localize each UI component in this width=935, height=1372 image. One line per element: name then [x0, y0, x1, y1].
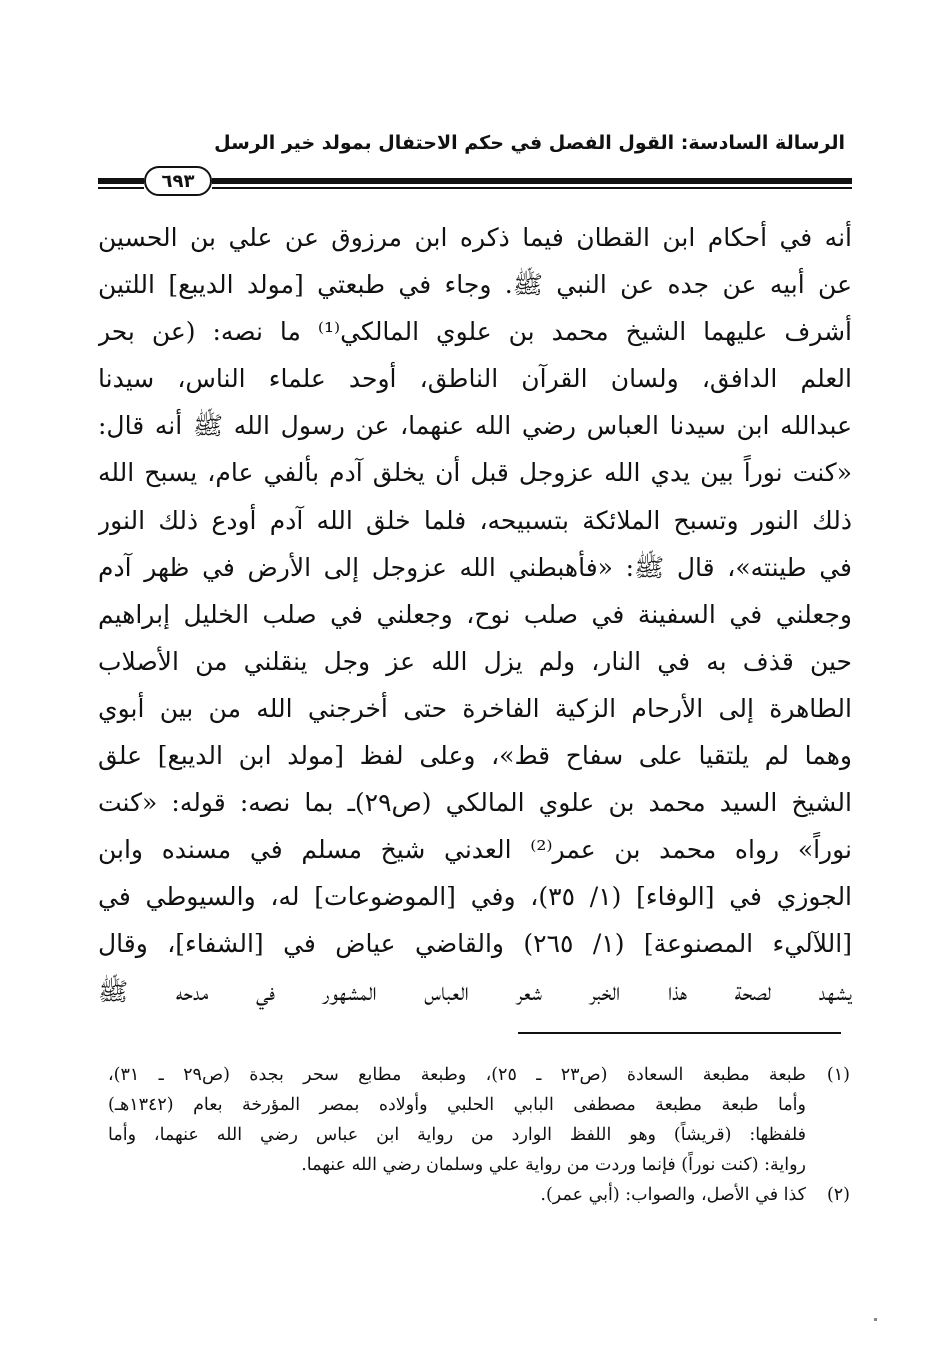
footnote-2-text: كذا في الأصل، والصواب: (أبي عمر). [540, 1185, 806, 1205]
footnote-1-line: وأما طبعة مطبعة مصطفى البابي الحلبي وأولاده بمصر المؤرخة بعام (١٣٤٢هـ) [108, 1095, 806, 1115]
text-line: عبدالله ابن سيدنا العباس رضي الله عنهما، عن رسول الله ﷺ أنه قال: [98, 411, 852, 441]
header-rule-right-thick [212, 178, 852, 184]
text-line: العلم الدافق، ولسان القرآن الناطق، أوحد علماء الناس، سيدنا [98, 364, 852, 394]
text-line: [اللآليء المصنوعة] (١/ ٢٦٥) والقاضي عياض في [الشفاء]، وقال [98, 929, 852, 959]
text-line: أشرف عليهما الشيخ محمد بن علوي المالكي⁽¹⁾ ما نصه: (عن بحر [98, 317, 852, 347]
footnote-2-number: (٢) [826, 1185, 850, 1205]
text-line: «كنت نوراً بين يدي الله عزوجل قبل أن يخلق آدم بألفي عام، يسبح الله [98, 458, 852, 488]
header-rule-right-thin [212, 187, 852, 189]
footnote-separator [518, 1032, 841, 1034]
text-line: الشيخ السيد محمد بن علوي المالكي (ص٢٩)ـ بما نصه: قوله: «كنت [98, 788, 852, 818]
footnote-2-line [108, 1180, 850, 1210]
text-line: ذلك النور وتسبح الملائكة بتسبيحه، فلما خلق الله آدم أودع ذلك النور [98, 505, 852, 535]
text-line: في طينته»، قال ﷺ: «فأهبطني الله عزوجل إلى الأرض في ظهر آدم [98, 552, 852, 582]
text-line: يشهد لصحة هذا الخبر شعر العباس المشهور في مدحه ﷺ [98, 976, 852, 1006]
text-line: عن أبيه عن جده عن النبي ﷺ. وجاء في طبعتي [مولد الديبع] اللتين [98, 270, 852, 300]
footnote-1-text: طبعة مطبعة السعادة (ص٢٣ ـ ٢٥)، وطبعة مطابع سحر بجدة (ص٢٩ ـ ٣١)، [108, 1065, 806, 1085]
text-line: وجعلني في السفينة في صلب نوح، وجعلني في صلب الخليل إبراهيم [98, 599, 852, 629]
header-rule-left-thick [98, 178, 144, 184]
header-rule-left-thin [98, 187, 144, 189]
text-line: نوراً» رواه محمد بن عمر⁽²⁾ العدني شيخ مسلم في مسنده وابن [98, 835, 852, 865]
footnote-1-line: رواية: (كنت نوراً) فإنما وردت من رواية علي وسلمان رضي الله عنهما. [301, 1155, 806, 1175]
running-header-title: الرسالة السادسة: القول الفصل في حكم الاحتفال بمولد خير الرسل [214, 132, 845, 154]
scan-speck [874, 1318, 877, 1321]
text-line: أنه في أحكام ابن القطان فيما ذكره ابن مرزوق عن علي بن الحسين [98, 223, 852, 252]
text-line: الطاهرة إلى الأرحام الزكية الفاخرة حتى أخرجني الله من بين أبوي [98, 693, 852, 723]
text-line: حين قذف به في النار، ولم يزل الله عز وجل ينقلني من الأصلاب [98, 646, 852, 676]
page-number-badge: ٦٩٣ [144, 166, 212, 196]
footnotes [108, 1060, 850, 1210]
footnote-1-line: فلفظها: (قريشاً) وهو اللفظ الوارد من رواية ابن عباس رضي الله عنهما، وأما [108, 1125, 806, 1145]
footnote-1-line [108, 1060, 850, 1090]
main-text [98, 214, 852, 1015]
footnote-1-number: (١) [826, 1065, 850, 1085]
text-line: الجوزي في [الوفاء] (١/ ٣٥)، وفي [الموضوعات] له، والسيوطي في [98, 882, 852, 912]
text-line: وهما لم يلتقيا على سفاح قط»، وعلى لفظ [مولد ابن الديبع] علق [98, 741, 852, 771]
